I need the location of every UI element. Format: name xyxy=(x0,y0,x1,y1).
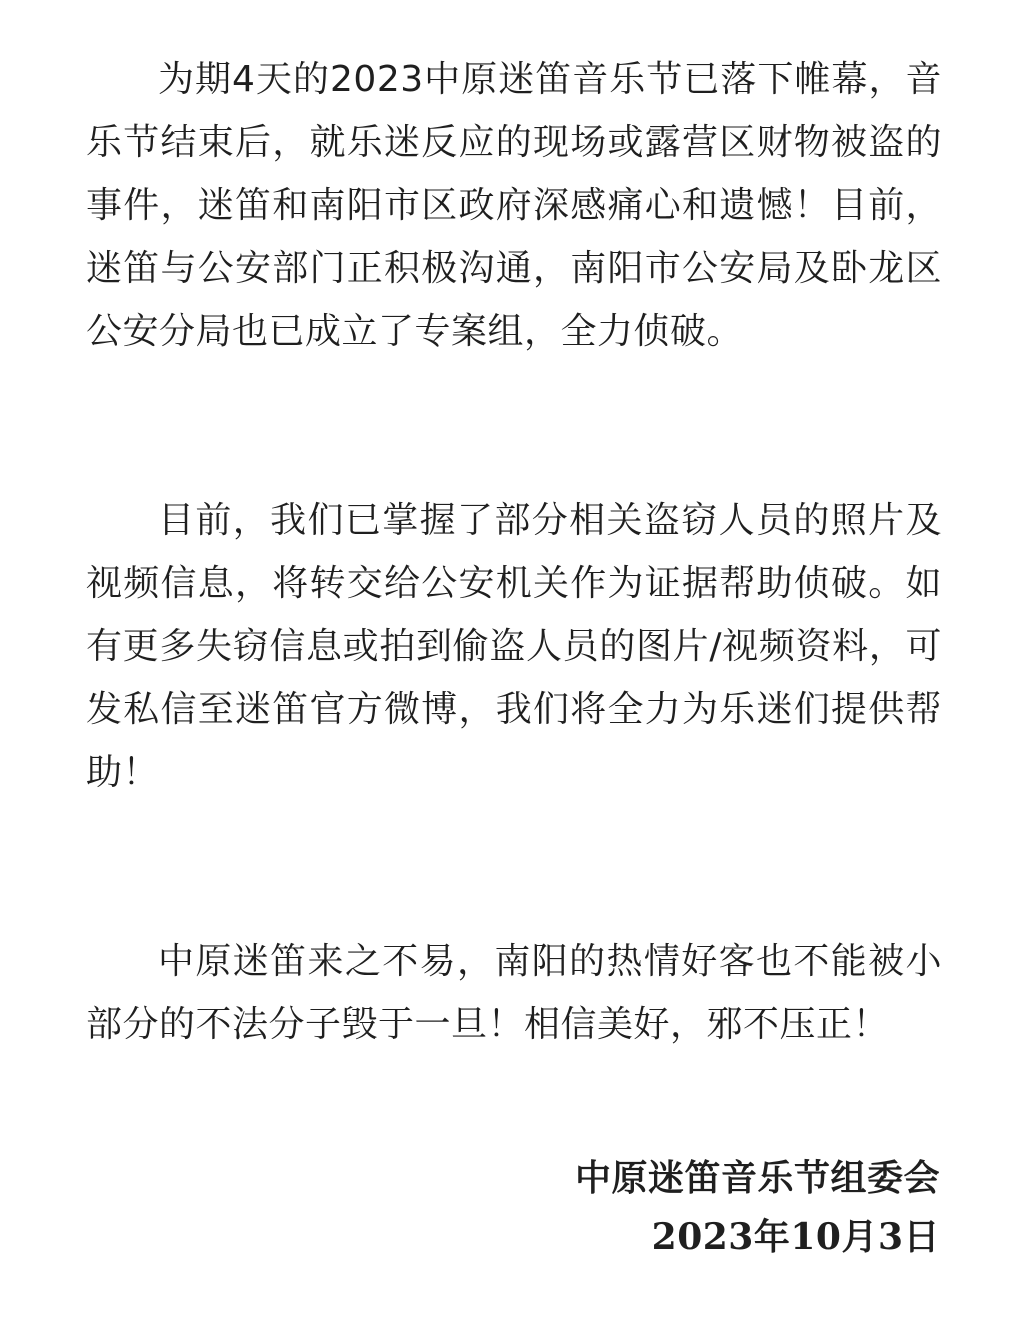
paragraph-closing: 中原迷笛来之不易，南阳的热情好客也不能被小部分的不法分子毁于一旦！相信美好，邪不压正！ xyxy=(86,941,942,1045)
paragraph-intro: 为期4天的2023中原迷笛音乐节已落下帷幕，音乐节结束后，就乐迷反应的现场或露营区财物被盗的事件，迷笛和南阳市区政府深感痛心和遗憾！目前，迷笛与公安部门正积极沟通，南阳市公安局及卧龙区公安分局也已成立了专案组，全力侦破。 xyxy=(86,59,942,352)
signature-date: 2023年10月3日 xyxy=(651,1216,940,1258)
paragraph-evidence: 目前，我们已掌握了部分相关盗窃人员的照片及视频信息，将转交给公安机关作为证据帮助侦破。如有更多失窃信息或拍到偷盗人员的图片/视频资料，可发私信至迷笛官方微博，我们将全力为乐迷们提供帮助！ xyxy=(86,500,942,793)
statement-body xyxy=(86,48,942,1056)
signature-organization: 中原迷笛音乐节组委会 xyxy=(574,1158,940,1199)
signature-block xyxy=(575,1150,940,1266)
